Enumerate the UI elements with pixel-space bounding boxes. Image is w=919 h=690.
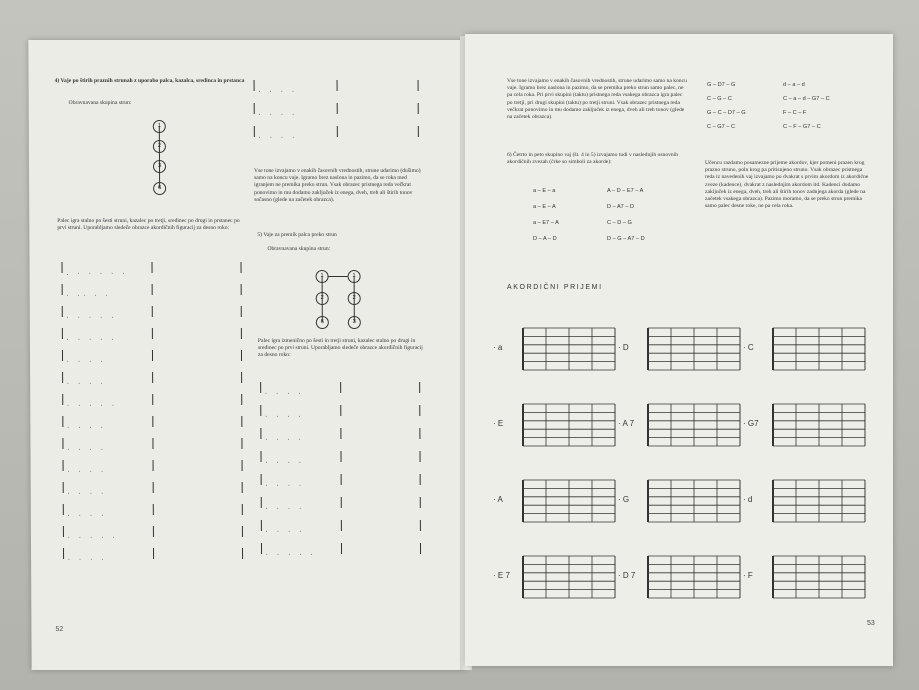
pattern-block-a xyxy=(62,262,244,570)
pattern-staff: · · · · xyxy=(254,126,419,137)
string-connector-a xyxy=(159,126,160,188)
pattern-staff: · · · · xyxy=(261,451,421,462)
chord-diagram xyxy=(519,477,619,525)
string-circle: 2 xyxy=(348,292,361,305)
pattern-staff: · · · · xyxy=(260,405,420,416)
progression: a – E – a xyxy=(533,188,556,194)
string-circle: 1 xyxy=(348,270,361,283)
pattern-staff: · · · · · xyxy=(63,526,243,537)
chord-label: · G7 xyxy=(743,419,759,428)
chords-heading: AKORDIČNI PRIJEMI xyxy=(507,284,603,291)
pattern-staff: · ·· · · xyxy=(62,284,242,295)
string-circle: 1 xyxy=(153,120,166,133)
chord-diagram xyxy=(769,477,869,525)
chord-label: · G xyxy=(618,495,630,504)
string-circle: 6 xyxy=(316,316,329,329)
pattern-staff: · · · · xyxy=(260,382,420,393)
pattern-staff: · · · · xyxy=(63,482,243,493)
page-number-left: 52 xyxy=(55,626,64,633)
progression: A – D – E7 – A xyxy=(607,188,644,194)
progression: F – C – F xyxy=(783,110,807,116)
pattern-staff: · · · · · xyxy=(62,306,242,317)
progression: C – G – C xyxy=(707,96,732,102)
paragraph-c: Palec igra izmenično po šesti in tretji struni, kazalec stalno po drugi in sredinec po prvi struni. Uporabljamo sledeče obrazce akordičnih figuracij za desno roko: xyxy=(257,338,423,359)
left-page xyxy=(28,40,466,670)
pattern-staff: · · · · xyxy=(254,80,419,91)
chord-label: · A xyxy=(493,495,503,504)
strings-label-a: Obravnavana skupina strun: xyxy=(68,100,132,106)
pattern-staff: . · · · · · xyxy=(62,262,242,273)
chord-diagram xyxy=(519,325,619,373)
chord-label: · E 7 xyxy=(493,571,510,580)
pattern-block-b xyxy=(254,80,419,149)
string-circle: 6 xyxy=(153,182,166,195)
chord-diagram xyxy=(644,325,744,373)
progression: C – F – G7 – C xyxy=(783,124,821,130)
chord-label: · A 7 xyxy=(618,419,635,428)
pattern-staff: · · · · xyxy=(62,416,242,427)
chord-label: · a xyxy=(493,343,503,352)
chord-label: · C xyxy=(743,343,754,352)
chord-diagram xyxy=(644,553,744,601)
pattern-staff: · · · · xyxy=(261,474,421,485)
progression: D – G – A7 – D xyxy=(607,236,645,242)
pattern-block-c xyxy=(260,382,421,566)
pattern-staff: · · · · xyxy=(62,372,242,383)
chord-diagram xyxy=(769,401,869,449)
chord-diagram xyxy=(644,477,744,525)
strings-label-b: Obravnavana skupina strun: xyxy=(267,246,331,252)
chord-diagram xyxy=(519,553,619,601)
paragraph-right: Učencu razdamo posamezne prijeme akordov, kjer pomeni prazen krog prazno struno, poln krog pa pritisnjeno struno. Vsak obrazec pristnega reda iz navedenih vaj izvajamo po dvakrat s prvim akordom iz akordične zveze (kadence), dvakrat z naslednjim akordom itd. Kadenci dodamo zaključek iz enega, dveh, treh ali štirih tonov zadnjega akorda (glede na začetek vsakega obrazca). Pazimo moramo, da se preko strun premika samo palec desne roke, ne pa cela roka. xyxy=(705,160,869,210)
pattern-staff: · · · · · xyxy=(261,543,421,554)
pattern-staff: · · · · xyxy=(63,548,243,559)
paragraph-6: 6) Četrto in peto skupino vaj (št. 4 in 5) izvajamo tudi v naslednjih osnovnih akordičnih zvezah (črke so simboli za akorde): xyxy=(507,152,679,166)
progression: G – D7 – G xyxy=(707,82,736,88)
pattern-staff: · · · · · xyxy=(62,328,242,339)
section5-title: 5) Vaje za premik palca preko strun xyxy=(257,232,337,238)
pattern-staff: · · · · xyxy=(63,504,243,515)
progression: C – a – d – G7 – C xyxy=(783,96,830,102)
string-circle: 3 xyxy=(153,160,166,173)
progression: G – C – D7 – G xyxy=(707,110,746,116)
progression: D – A – D xyxy=(533,236,557,242)
pattern-staff: · · · · xyxy=(261,497,421,508)
chord-diagram xyxy=(769,553,869,601)
pattern-staff: · · · · xyxy=(254,103,419,114)
chord-label: · F xyxy=(743,571,753,580)
string-connector-b xyxy=(328,276,348,277)
chord-label: · D xyxy=(618,343,629,352)
page-number-right: 53 xyxy=(867,620,875,627)
chord-diagram xyxy=(769,325,869,373)
string-circle: 2 xyxy=(316,292,329,305)
chord-label: · d xyxy=(743,495,753,504)
pattern-staff: · · · · xyxy=(62,350,242,361)
pattern-staff: · · · · · xyxy=(62,394,242,405)
chord-diagram xyxy=(519,401,619,449)
chord-label: · E xyxy=(493,419,504,428)
chord-diagram xyxy=(644,401,744,449)
pattern-staff: · · · · xyxy=(260,428,420,439)
pattern-staff: · · · · xyxy=(63,460,243,471)
section4-title: 4) Vaje po štirih praznih strunah z uporabo palca, kazalca, sredinca in prstanca xyxy=(54,78,245,84)
right-page xyxy=(465,34,893,666)
progression: D – A7 – D xyxy=(607,204,635,210)
progression: a – E7 – A xyxy=(533,220,559,226)
progression: C – G7 – C xyxy=(707,124,735,130)
paragraph-top: Vse tone izvajamo v enakih časovnih vrednostih, strune udarimo samo na koncu vaje. Igramo brez naslona in pazimo, da se premika preko strun samo palec, ne pa cela roka. Pri prvi skupini (taktu) pristnega reda vsakega obrazca igra palec po tretji, pri drugi skupini (taktu) po tretji struni. Vsak obrazec pristnega reda večkrat ponovimo in mu dodamo zaključek iz enega, dveh ali treh tonov (glede na začetek obrazca). xyxy=(507,78,687,121)
progression: C – D – G xyxy=(607,220,632,226)
pattern-staff: · · · · xyxy=(261,520,421,531)
paragraph-a: Palec igra stalno po šesti struni, kazalec po tretji, sredinec po drugi in prstanec po prvi struni. Uporabljamo sledeče obrazce akordičnih figuracij za desno roko: xyxy=(57,218,240,232)
progression: d – a – d xyxy=(783,82,805,88)
progression: a – E – A xyxy=(533,204,556,210)
string-circle: 3 xyxy=(348,316,361,329)
pattern-staff: · · · · xyxy=(62,438,242,449)
string-circle: 2 xyxy=(153,140,166,153)
paragraph-b: Vse tone izvajamo v enakih časovnih vrednostih, strune udarimo (dušimo) samo na koncu vaje. Igramo brez naslona in pazimo, da se roka med igranjem ne premika preko strun. Vsak obrazec pristnega reda večkrat ponovimo in mu dodamo zaključek iz enega, dveh, treh ali štirih tonov sočasno (glede na začetek obrazca). xyxy=(254,168,421,203)
string-circle: 1 xyxy=(316,270,329,283)
chord-label: · D 7 xyxy=(618,571,636,580)
